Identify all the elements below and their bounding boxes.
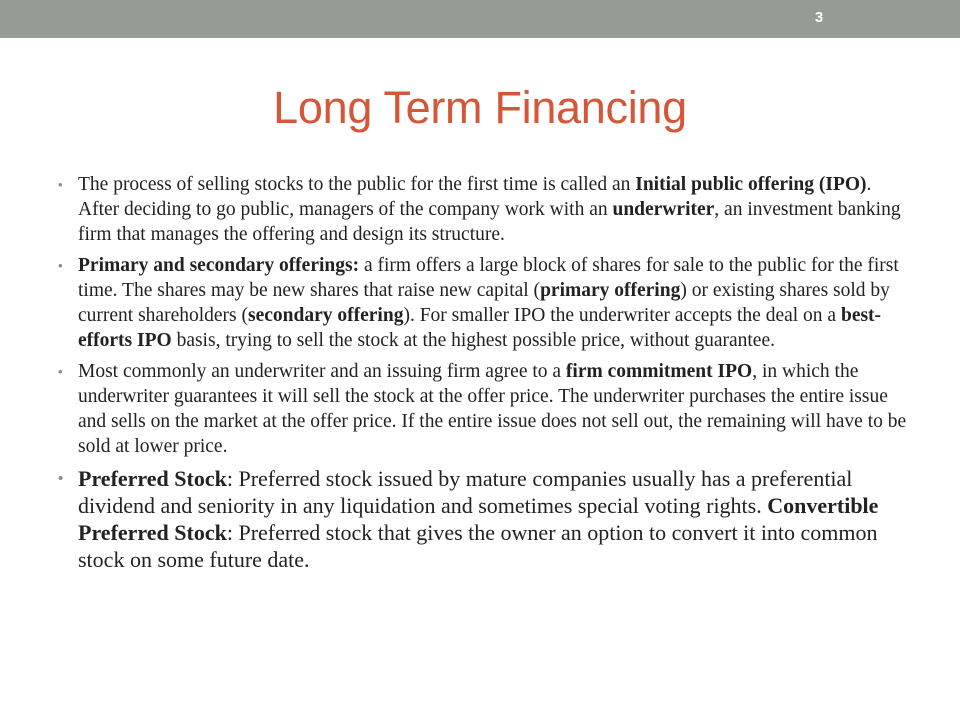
text-run: Most commonly an underwriter and an issuing firm agree to a bbox=[78, 361, 566, 382]
bullet-text-ipo bbox=[78, 174, 901, 245]
bullet-icon: • bbox=[58, 258, 63, 273]
slide-title: Long Term Financing bbox=[273, 82, 687, 133]
bullet-item-ipo bbox=[58, 172, 913, 247]
bullet-text-offerings bbox=[78, 255, 899, 351]
text-run: basis, trying to sell the stock at the highest possible price, without guarantee. bbox=[171, 330, 775, 351]
bullet-icon: • bbox=[58, 364, 63, 379]
bullet-icon: • bbox=[58, 177, 63, 192]
text-run-bold: secondary offering bbox=[248, 305, 404, 326]
text-run-bold: Preferred Stock bbox=[78, 466, 227, 491]
text-run: a firm offers a large block of shares for sale to the public for the first time. The shares may be new shares that raise new capital ( bbox=[78, 255, 899, 301]
slide-number: 3 bbox=[814, 9, 824, 26]
text-run: : Preferred stock issued by mature companies usually has a preferential dividend and seniority in any liquidation and sometimes special voting rights. bbox=[78, 466, 853, 518]
text-run: The process of selling stocks to the public for the first time is called an bbox=[78, 174, 636, 195]
text-run-bold: Primary and secondary offerings: bbox=[78, 255, 360, 276]
text-run: ). For smaller IPO the underwriter accepts the deal on a bbox=[403, 305, 841, 326]
text-run-bold: primary offering bbox=[540, 280, 681, 301]
bullet-icon: • bbox=[58, 470, 64, 487]
bullet-list bbox=[58, 172, 913, 573]
slide-header-bar bbox=[0, 0, 960, 38]
text-run: , an investment banking firm that manages the offering and design its structure. bbox=[78, 199, 901, 245]
bullet-text-preferred-stock bbox=[78, 466, 878, 572]
bullet-text-firm-commitment bbox=[78, 361, 906, 457]
text-run-bold: Initial public offering (IPO) bbox=[635, 174, 867, 195]
text-run-bold: Convertible Preferred Stock bbox=[78, 493, 879, 545]
bullet-item-offerings bbox=[58, 253, 913, 353]
bullet-item-preferred-stock bbox=[58, 465, 913, 573]
text-run: : Preferred stock that gives the owner an option to convert it into common stock on some future date. bbox=[78, 520, 878, 572]
text-run-bold: firm commitment IPO bbox=[565, 361, 753, 382]
text-run-bold: underwriter bbox=[612, 199, 715, 220]
text-run: , in which the underwriter guarantees it will sell the stock at the offer price. The underwriter purchases the entire issue and sells on the market at the offer price. If the entire issue does not sell out, the remaining will have to be sold at lower price. bbox=[78, 361, 907, 457]
text-run: ) or existing shares sold by current shareholders ( bbox=[78, 280, 890, 326]
bullet-item-firm-commitment bbox=[58, 359, 913, 459]
text-run: . After deciding to go public, managers of the company work with an bbox=[78, 174, 872, 220]
text-run-bold: best-efforts IPO bbox=[78, 305, 882, 351]
